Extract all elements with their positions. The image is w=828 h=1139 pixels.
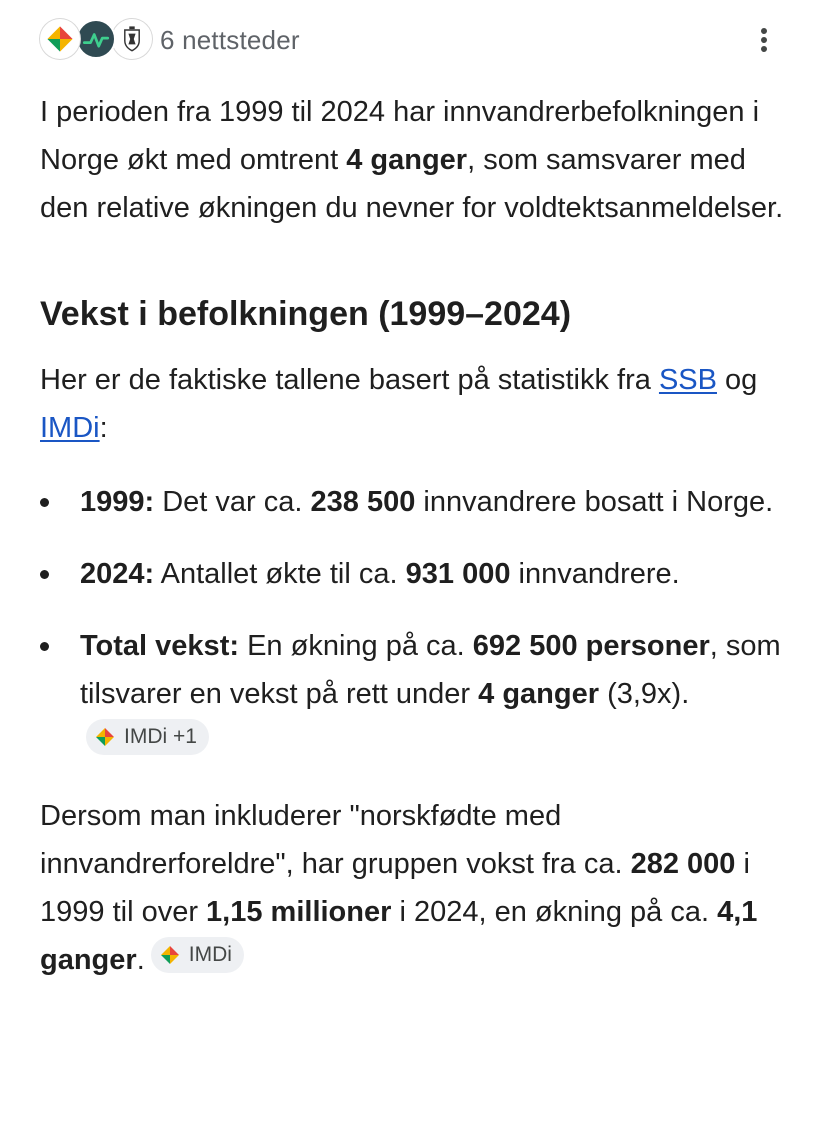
bullet-bold: 931 000: [405, 558, 511, 590]
bullet-label: 1999:: [80, 486, 155, 518]
imdi-diamond-icon: [40, 19, 80, 59]
lead-text-mid: og: [716, 364, 758, 396]
bullet-label: 2024:: [80, 558, 155, 590]
imdi-diamond-icon: [159, 944, 181, 966]
source-chip-imdi[interactable]: [151, 937, 244, 973]
bullet-bold-2: 4 ganger: [478, 678, 600, 710]
section-heading: Vekst i befolkningen (1999–2024): [40, 295, 572, 333]
chip-label: IMDi +1: [124, 725, 197, 748]
intro-text: I perioden fra 1999 til 2024 har innvandrerbefolkningen i Norge økt med omtrent: [40, 96, 760, 176]
bullet-dot: [40, 498, 49, 507]
chip-label: IMDi: [188, 943, 232, 966]
lead-paragraph: [40, 356, 790, 452]
growth-list: [40, 478, 790, 766]
bullet-text: Antallet økte til ca.: [154, 558, 406, 590]
list-item: [40, 478, 790, 526]
bullet-text-end: innvandrere.: [510, 558, 680, 590]
source-chip-imdi-plus[interactable]: [86, 719, 209, 755]
closing-paragraph: [40, 792, 790, 984]
bullet-text: Det var ca.: [154, 486, 311, 518]
closing-text: Dersom man inkluderer "norskfødte med innvandrerforeldre", har gruppen vokst fra ca.: [40, 800, 631, 880]
bullet-text-mid: , som tilsvarer en vekst på rett under: [80, 630, 781, 710]
intro-bold: 4 ganger: [346, 144, 468, 176]
bullet-text-end: (3,9x).: [599, 678, 690, 710]
bullet-text-end: innvandrere bosatt i Norge.: [415, 486, 774, 518]
sources-header: [40, 18, 788, 62]
link-imdi[interactable]: IMDi: [40, 412, 100, 444]
intro-paragraph: [40, 88, 790, 232]
lead-text-end: :: [99, 412, 108, 444]
bullet-dot: [40, 642, 49, 651]
ssb-wave-icon: [76, 19, 116, 59]
bullet-dot: [40, 570, 49, 579]
answer-content: [40, 88, 790, 984]
bullet-label: Total vekst:: [80, 630, 240, 662]
sources-count[interactable]: 6 nettsteder: [160, 25, 300, 55]
closing-bold: 282 000: [630, 848, 736, 880]
closing-text-2: i 1999 til over: [40, 848, 750, 928]
closing-text-end: .: [136, 944, 145, 976]
list-item: [40, 550, 790, 598]
more-vert-icon[interactable]: [750, 22, 778, 58]
closing-bold-3: 4,1 ganger: [40, 896, 758, 976]
bullet-bold: 238 500: [310, 486, 416, 518]
list-item: [40, 622, 790, 766]
closing-bold-2: 1,15 millioner: [206, 896, 392, 928]
lead-text: Her er de faktiske tallene basert på statistikk fra: [40, 364, 659, 396]
coat-of-arms-icon: [112, 19, 152, 59]
bullet-bold: 692 500 personer: [472, 630, 710, 662]
imdi-diamond-icon: [94, 726, 116, 748]
bullet-text: En økning på ca.: [239, 630, 473, 662]
link-ssb[interactable]: SSB: [658, 364, 717, 396]
source-favicons[interactable]: [40, 18, 150, 62]
closing-text-3: i 2024, en økning på ca.: [391, 896, 718, 928]
intro-text-end: , som samsvarer med den relative økningen du nevner for voldtektsanmeldelser.: [40, 144, 784, 224]
